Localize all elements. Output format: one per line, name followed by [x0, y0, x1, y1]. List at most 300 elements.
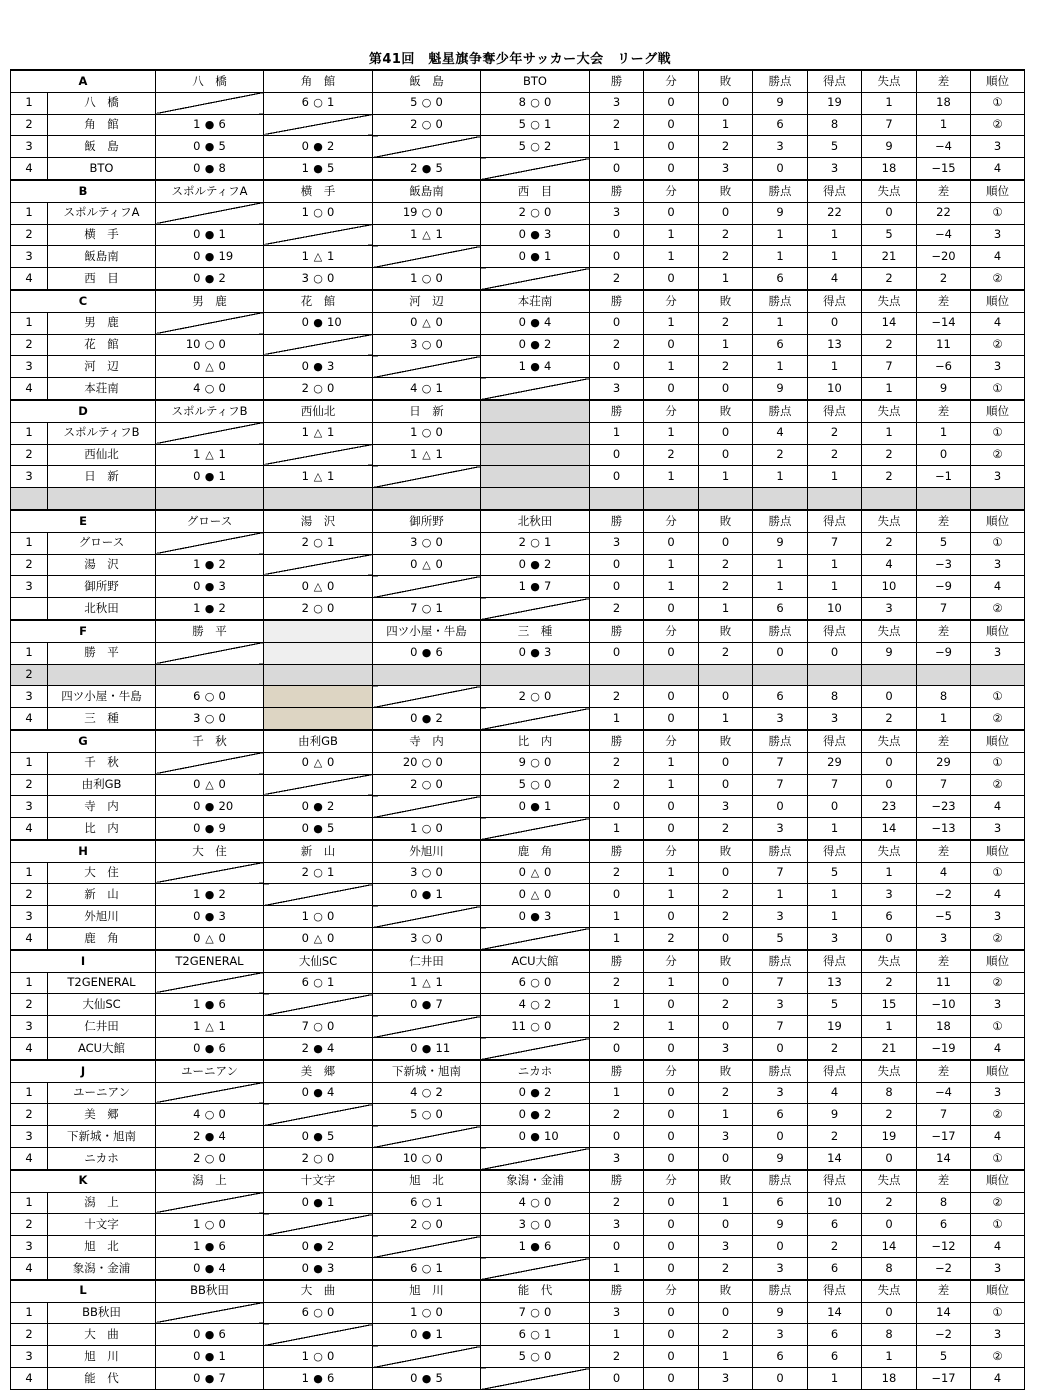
- score: [185, 779, 235, 791]
- table-row: [11, 422, 1025, 444]
- stat-value: 1: [862, 862, 917, 884]
- match-result: [373, 752, 481, 774]
- goals-against: 0: [544, 777, 552, 792]
- match-result: [264, 1126, 373, 1148]
- goals-for: 1: [410, 270, 418, 285]
- match-result: [481, 356, 590, 378]
- stat-value: 0: [644, 1214, 699, 1236]
- result-mark: ○: [530, 689, 540, 703]
- stat-value: 2: [808, 1126, 862, 1148]
- table-row: [11, 598, 1025, 620]
- score: [293, 867, 343, 879]
- score: [402, 999, 452, 1011]
- goals-for: 0: [301, 820, 309, 835]
- table-row: [11, 136, 1025, 158]
- team-name: 横 手: [48, 224, 156, 246]
- score: [185, 251, 235, 263]
- stat-value: 1: [644, 356, 699, 378]
- row-number: 2: [11, 774, 48, 796]
- team-name: ACU大館: [48, 1038, 156, 1060]
- self-match-cell: [264, 774, 373, 796]
- stat-value: 7: [862, 356, 917, 378]
- stat-value: 21: [862, 246, 917, 268]
- stat-header: 失点: [862, 290, 917, 312]
- goals-against: 1: [435, 380, 443, 395]
- stat-header: 失点: [862, 1170, 917, 1192]
- stat-value: 2: [699, 576, 753, 598]
- match-result: [481, 774, 590, 796]
- goals-for: 2: [410, 160, 418, 175]
- stat-value: 3: [808, 158, 862, 180]
- stat-value: 3: [971, 554, 1025, 576]
- match-result: [373, 1082, 481, 1104]
- result-mark: △: [313, 250, 323, 264]
- goals-for: 1: [193, 1018, 201, 1033]
- stat-value: 8: [917, 686, 971, 708]
- score: [185, 361, 235, 373]
- match-result: [481, 1346, 590, 1368]
- result-mark: ●: [204, 118, 215, 132]
- opponent-header: 飯 島: [373, 70, 481, 92]
- goals-for: 4: [410, 380, 418, 395]
- empty-cell: [481, 422, 590, 444]
- stat-value: 0: [590, 1038, 644, 1060]
- opponent-header: 由利GB: [264, 730, 373, 752]
- opponent-header: BTO: [481, 70, 590, 92]
- stat-value: [590, 664, 644, 686]
- table-row: [11, 378, 1025, 400]
- team-name: 大 住: [48, 862, 156, 884]
- match-result: [264, 906, 373, 928]
- score: [402, 559, 452, 571]
- stat-value: 1: [644, 422, 699, 444]
- stat-value: ①: [971, 92, 1025, 114]
- stat-value: 8: [862, 1082, 917, 1104]
- stat-value: 0: [862, 752, 917, 774]
- table-row: [11, 1258, 1025, 1280]
- result-mark: ○: [204, 1108, 215, 1122]
- row-number: 1: [11, 862, 48, 884]
- goals-for: 1: [193, 1238, 201, 1253]
- match-result: [373, 598, 481, 620]
- stat-value: 1: [753, 312, 808, 334]
- table-row: [11, 1016, 1025, 1038]
- team-name: 能 代: [48, 1368, 156, 1390]
- team-name: 旭 川: [48, 1346, 156, 1368]
- stat-value: ①: [971, 752, 1025, 774]
- result-mark: ●: [313, 1129, 323, 1143]
- goals-against: 1: [435, 887, 443, 902]
- stat-value: 5: [917, 532, 971, 554]
- stat-value: 0: [644, 268, 699, 290]
- stat-value: 14: [917, 1302, 971, 1324]
- result-mark: ●: [313, 140, 323, 154]
- score: [402, 867, 452, 879]
- score: [293, 1348, 343, 1363]
- row-number: 2: [11, 114, 48, 136]
- opponent-header: 角 館: [264, 70, 373, 92]
- self-match-cell: [481, 1368, 590, 1390]
- match-result: [264, 818, 373, 840]
- result-mark: ●: [530, 799, 540, 813]
- result-mark: ●: [313, 360, 323, 373]
- goals-against: 0: [327, 1018, 335, 1033]
- goals-for: 0: [193, 468, 201, 483]
- row-number: 2: [11, 884, 48, 906]
- score: [185, 339, 235, 351]
- stat-header: 失点: [862, 1280, 917, 1302]
- stat-value: 3: [862, 598, 917, 620]
- match-result: [156, 708, 264, 730]
- score: [293, 1128, 343, 1143]
- match-result: [481, 1214, 590, 1236]
- goals-for: 5: [410, 95, 418, 110]
- table-row: [11, 312, 1025, 334]
- stat-value: 0: [753, 158, 808, 180]
- goals-against: 0: [435, 205, 443, 220]
- stat-value: 0: [753, 796, 808, 818]
- stat-header: 敗: [699, 180, 753, 202]
- goals-for: 2: [518, 535, 526, 550]
- stat-value: 6: [753, 1192, 808, 1214]
- result-mark: ○: [421, 426, 432, 440]
- score: [402, 270, 452, 285]
- goals-for: 0: [301, 578, 309, 593]
- opponent-header: [264, 620, 373, 642]
- stat-value: −9: [917, 642, 971, 664]
- stat-value: 3: [971, 906, 1025, 928]
- stat-value: 0: [644, 686, 699, 708]
- goals-against: 0: [435, 820, 443, 835]
- opponent-header: 飯島南: [373, 180, 481, 202]
- score: [402, 779, 452, 791]
- goals-against: 0: [327, 600, 335, 615]
- score: [402, 977, 452, 989]
- match-result: [373, 202, 481, 224]
- stat-value: 3: [753, 1324, 808, 1346]
- result-mark: ●: [313, 316, 323, 330]
- stat-value: 0: [753, 1038, 808, 1060]
- stat-value: 0: [590, 1126, 644, 1148]
- match-result: [264, 312, 373, 334]
- match-result: [264, 1302, 373, 1324]
- stat-value: 10: [862, 576, 917, 598]
- goals-for: 0: [193, 820, 201, 835]
- match-result: [264, 356, 373, 378]
- stat-value: 8: [808, 686, 862, 708]
- stat-value: 2: [862, 1104, 917, 1126]
- goals-for: 0: [518, 1107, 526, 1122]
- result-mark: ○: [530, 1019, 540, 1033]
- result-mark: ○: [530, 998, 540, 1012]
- goals-against: 8: [218, 160, 226, 175]
- stat-value: 14: [917, 1148, 971, 1170]
- match-result: [481, 334, 590, 356]
- stat-header: 勝点: [753, 950, 808, 972]
- row-number: 2: [11, 334, 48, 356]
- stat-value: 2: [699, 312, 753, 334]
- team-name: 象潟・金浦: [48, 1258, 156, 1280]
- stat-header: 敗: [699, 840, 753, 862]
- stat-header: 順位: [971, 1060, 1025, 1082]
- team-name: 四ツ小屋・牛島: [48, 686, 156, 708]
- score: [510, 1197, 560, 1209]
- goals-against: 0: [435, 1107, 443, 1122]
- score: [402, 1040, 452, 1055]
- stat-value: 5: [917, 1346, 971, 1368]
- score: [510, 757, 560, 769]
- goals-against: 0: [218, 688, 226, 703]
- goals-for: 6: [301, 975, 309, 990]
- score: [402, 449, 452, 461]
- score: [402, 820, 452, 835]
- stat-value: 6: [753, 1104, 808, 1126]
- stat-value: 1: [753, 356, 808, 378]
- table-row: [11, 642, 1025, 664]
- stat-value: 0: [644, 158, 699, 180]
- stat-value: 3: [971, 1324, 1025, 1346]
- table-row: [11, 1324, 1025, 1346]
- stat-value: [971, 488, 1025, 510]
- result-mark: ●: [204, 1349, 215, 1363]
- score: [402, 1197, 452, 1209]
- team-name: 鹿 角: [48, 928, 156, 950]
- goals-against: 1: [544, 1327, 552, 1342]
- stat-value: ②: [971, 268, 1025, 290]
- stat-value: −15: [917, 158, 971, 180]
- table-row: [11, 466, 1025, 488]
- goals-for: 1: [193, 887, 201, 902]
- stat-value: 1: [753, 246, 808, 268]
- result-mark: ○: [313, 536, 323, 550]
- opponent-header: 下新城・旭南: [373, 1060, 481, 1082]
- stat-value: 0: [862, 928, 917, 950]
- goals-against: 0: [435, 930, 443, 945]
- match-result: [156, 818, 264, 840]
- stat-value: ②: [971, 708, 1025, 730]
- stat-header: 敗: [699, 950, 753, 972]
- stat-value: 3: [971, 466, 1025, 488]
- table-row: [11, 972, 1025, 994]
- goals-against: 7: [218, 1370, 226, 1385]
- match-result: [156, 928, 264, 950]
- stat-value: 5: [862, 224, 917, 246]
- result-mark: ●: [204, 1328, 215, 1342]
- score: [510, 119, 560, 131]
- opponent-header: ACU大館: [481, 950, 590, 972]
- result-mark: ○: [421, 118, 432, 132]
- stat-value: 14: [862, 312, 917, 334]
- match-result: [264, 422, 373, 444]
- goals-against: 0: [435, 117, 443, 132]
- stat-value: 10: [808, 378, 862, 400]
- stat-value: 2: [590, 1346, 644, 1368]
- row-number: 3: [11, 246, 48, 268]
- stat-value: 0: [699, 422, 753, 444]
- team-name: 飯 島: [48, 136, 156, 158]
- match-result: [156, 444, 264, 466]
- stat-value: ②: [971, 972, 1025, 994]
- empty-cell: [481, 444, 590, 466]
- goals-against: 1: [327, 535, 335, 550]
- stat-value: 3: [917, 928, 971, 950]
- stat-value: 4: [971, 1126, 1025, 1148]
- result-mark: ●: [204, 1041, 215, 1055]
- result-mark: △: [313, 426, 323, 440]
- result-mark: ○: [421, 1261, 432, 1275]
- match-result: [264, 532, 373, 554]
- goals-against: 0: [544, 975, 552, 990]
- score: [293, 468, 343, 483]
- row-number: 2: [11, 554, 48, 576]
- self-match-cell: [481, 378, 590, 400]
- goals-against: 0: [435, 865, 443, 880]
- stat-value: 2: [699, 1082, 753, 1104]
- score: [510, 867, 560, 879]
- team-name: 日 新: [48, 466, 156, 488]
- score: [293, 207, 343, 219]
- stat-value: 2: [862, 268, 917, 290]
- goals-for: 3: [518, 1217, 526, 1232]
- stat-value: 1: [808, 466, 862, 488]
- goals-against: 0: [327, 755, 335, 770]
- result-mark: △: [205, 448, 214, 462]
- opponent-header: BB秋田: [156, 1280, 264, 1302]
- table-row: [11, 686, 1025, 708]
- group-name: L: [11, 1280, 156, 1302]
- stat-value: 3: [808, 928, 862, 950]
- goals-for: 0: [193, 1260, 201, 1275]
- score: [185, 1238, 235, 1253]
- stat-value: 4: [971, 158, 1025, 180]
- row-number: [11, 598, 48, 620]
- opponent-header: 美 郷: [264, 1060, 373, 1082]
- stat-value: 1: [808, 818, 862, 840]
- goals-for: 2: [518, 205, 526, 220]
- goals-for: 0: [410, 710, 418, 725]
- score: [402, 119, 452, 131]
- goals-against: 3: [544, 645, 552, 660]
- table-row: [11, 664, 1025, 686]
- score: [185, 380, 235, 395]
- table-row: [11, 356, 1025, 378]
- result-mark: ●: [313, 1086, 323, 1100]
- stat-value: −13: [917, 818, 971, 840]
- goals-for: 0: [193, 139, 201, 154]
- goals-for: 6: [301, 95, 309, 110]
- goals-for: 1: [193, 997, 201, 1012]
- match-result: [156, 466, 264, 488]
- goals-for: 11: [511, 1018, 526, 1033]
- group-name: J: [11, 1060, 156, 1082]
- score: [293, 1238, 343, 1253]
- stat-value: 19: [808, 92, 862, 114]
- stat-header: 分: [644, 70, 699, 92]
- stat-value: 0: [862, 202, 917, 224]
- goals-against: 0: [218, 1107, 226, 1122]
- group-header-row: [11, 1060, 1025, 1082]
- stat-value: 0: [699, 532, 753, 554]
- score: [185, 930, 235, 945]
- goals-for: 2: [410, 1217, 418, 1232]
- opponent-header: 四ツ小屋・牛島: [373, 620, 481, 642]
- stat-value: 7: [753, 1016, 808, 1038]
- row-number: 3: [11, 466, 48, 488]
- result-mark: △: [530, 888, 540, 902]
- match-result: [264, 1346, 373, 1368]
- stat-value: 4: [971, 1236, 1025, 1258]
- goals-for: 4: [193, 380, 201, 395]
- group-header-row: [11, 510, 1025, 532]
- opponent-header: 花 館: [264, 290, 373, 312]
- table-row: [11, 92, 1025, 114]
- match-result: [481, 884, 590, 906]
- goals-for: 0: [193, 908, 201, 923]
- score: [510, 141, 560, 153]
- result-mark: ○: [421, 206, 432, 220]
- goals-against: 0: [544, 688, 552, 703]
- team-name: 北秋田: [48, 598, 156, 620]
- goals-against: 1: [544, 249, 552, 264]
- table-row: [11, 246, 1025, 268]
- stat-header: 失点: [862, 510, 917, 532]
- stat-value: 4: [917, 862, 971, 884]
- stat-header: 順位: [971, 510, 1025, 532]
- stat-value: −17: [917, 1126, 971, 1148]
- stat-value: 2: [862, 334, 917, 356]
- group-header-row: [11, 290, 1025, 312]
- goals-against: 3: [327, 359, 335, 373]
- stat-value: 4: [971, 884, 1025, 906]
- opponent-header: 北秋田: [481, 510, 590, 532]
- stat-header: 順位: [971, 70, 1025, 92]
- match-result: [264, 1192, 373, 1214]
- goals-against: 2: [327, 139, 335, 154]
- goals-against: 4: [327, 1040, 335, 1055]
- result-mark: ○: [421, 866, 432, 880]
- stat-value: ①: [971, 1148, 1025, 1170]
- team-name: 御所野: [48, 576, 156, 598]
- goals-against: 0: [544, 95, 552, 110]
- stat-value: 3: [590, 1302, 644, 1324]
- stat-value: 1: [753, 466, 808, 488]
- stat-value: 1: [808, 576, 862, 598]
- opponent-header: ユーニアン: [156, 1060, 264, 1082]
- goals-against: 5: [327, 820, 335, 835]
- result-mark: ●: [530, 909, 540, 923]
- goals-against: 0: [435, 557, 443, 572]
- stat-value: ①: [971, 532, 1025, 554]
- stat-header: 敗: [699, 1280, 753, 1302]
- stat-value: ①: [971, 378, 1025, 400]
- opponent-header: 三 種: [481, 620, 590, 642]
- goals-against: 0: [544, 1217, 552, 1232]
- goals-against: 2: [544, 1085, 552, 1100]
- stat-value: 6: [753, 268, 808, 290]
- stat-value: 0: [644, 378, 699, 400]
- row-number: 4: [11, 1258, 48, 1280]
- score: [293, 317, 343, 329]
- match-result: [481, 246, 590, 268]
- score: [402, 339, 452, 351]
- match-result: [373, 268, 481, 290]
- match-result: [156, 114, 264, 136]
- match-result: [373, 1192, 481, 1214]
- stat-header: 順位: [971, 290, 1025, 312]
- match-result: [481, 1192, 590, 1214]
- stat-header: 敗: [699, 1170, 753, 1192]
- goals-for: 5: [518, 777, 526, 792]
